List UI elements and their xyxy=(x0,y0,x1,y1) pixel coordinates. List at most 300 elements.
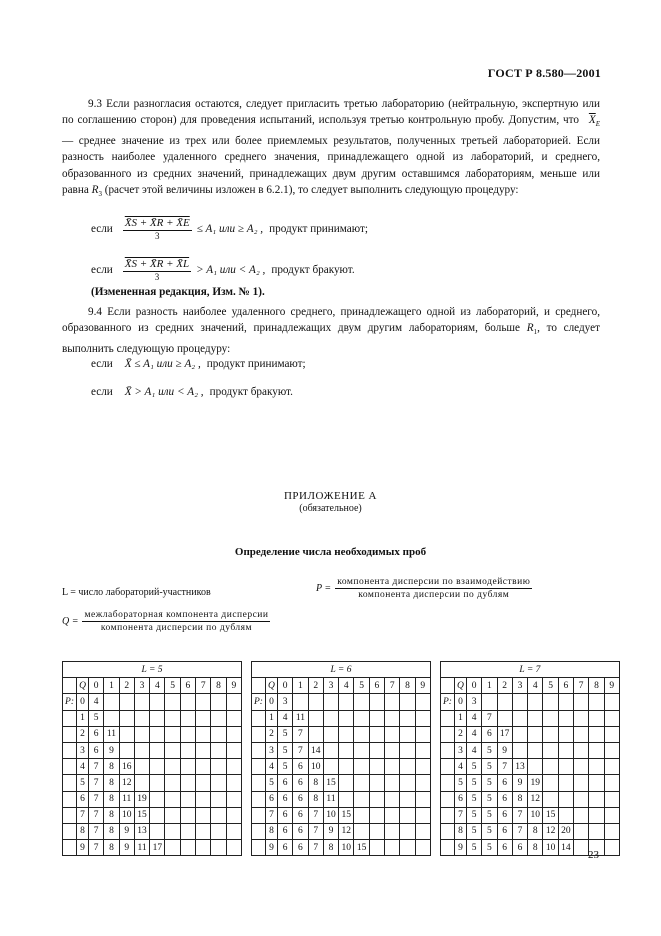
sample-count-cell: 6 xyxy=(497,807,512,823)
r3-subscript: 3 xyxy=(98,190,102,199)
sample-count-cell xyxy=(354,710,369,726)
p-label-empty xyxy=(440,775,454,791)
sample-count-cell: 8 xyxy=(104,840,119,856)
p-label-empty xyxy=(251,807,265,823)
sample-count-cell xyxy=(574,823,589,839)
sample-count-cell xyxy=(497,694,512,710)
q-header-6: 6 xyxy=(558,678,573,694)
sample-count-cell xyxy=(180,742,195,758)
q-header-5: 5 xyxy=(354,678,369,694)
sample-count-cell: 12 xyxy=(339,823,354,839)
sample-count-cell xyxy=(512,726,527,742)
sample-count-cell xyxy=(354,775,369,791)
sample-count-cell xyxy=(558,726,573,742)
table-row xyxy=(63,791,620,807)
sample-count-cell: 7 xyxy=(512,823,527,839)
block-title-l6: L = 6 xyxy=(251,662,430,678)
corner-cell xyxy=(251,678,265,694)
q-label: Q xyxy=(77,678,89,694)
sample-count-cell xyxy=(165,840,180,856)
sample-count-cell: 5 xyxy=(466,791,481,807)
p-label-empty xyxy=(440,840,454,856)
sample-count-cell xyxy=(400,775,415,791)
sample-count-cell xyxy=(165,726,180,742)
sample-count-cell xyxy=(415,759,430,775)
p-value: 6 xyxy=(265,791,277,807)
sample-count-cell: 9 xyxy=(512,775,527,791)
sample-count-cell xyxy=(323,726,338,742)
q-header-7: 7 xyxy=(196,678,211,694)
sample-count-cell: 9 xyxy=(497,742,512,758)
section-9-3-text3: (расчет этой величины изложен в 6.2.1), то следует выполнить следующую процедуру: xyxy=(101,184,519,197)
sample-count-cell xyxy=(400,759,415,775)
p-value: 0 xyxy=(454,694,466,710)
sample-count-cell xyxy=(369,694,384,710)
sample-count-cell xyxy=(323,759,338,775)
p-value: 2 xyxy=(265,726,277,742)
sample-count-cell xyxy=(415,791,430,807)
sample-count-cell xyxy=(354,694,369,710)
definition-p-numerator: компонента дисперсии по взаимодействию xyxy=(337,577,531,587)
p-label-empty xyxy=(251,791,265,807)
sample-count-cell: 5 xyxy=(482,742,497,758)
q-header-1: 1 xyxy=(104,678,119,694)
formula2-condition: > A₁ или < A₂ , xyxy=(196,264,266,276)
sample-count-cell xyxy=(323,710,338,726)
sample-count-cell xyxy=(339,742,354,758)
sample-count-cell: 11 xyxy=(134,840,149,856)
q-header-2: 2 xyxy=(497,678,512,694)
sample-count-cell xyxy=(385,710,400,726)
standard-header: ГОСТ Р 8.580—2001 xyxy=(487,66,601,80)
sample-count-cell: 3 xyxy=(277,694,292,710)
sample-count-cell: 7 xyxy=(89,791,104,807)
sample-count-cell xyxy=(226,823,241,839)
sample-count-cell xyxy=(180,775,195,791)
sample-count-cell xyxy=(385,807,400,823)
sample-count-cell: 6 xyxy=(497,791,512,807)
sample-count-cell xyxy=(385,823,400,839)
sample-count-cell xyxy=(339,759,354,775)
sample-count-cell: 5 xyxy=(482,791,497,807)
q-header-4: 4 xyxy=(339,678,354,694)
sample-count-cell xyxy=(150,759,165,775)
column-gap xyxy=(241,662,251,856)
sample-count-cell: 6 xyxy=(277,791,292,807)
sample-count-cell xyxy=(150,807,165,823)
p-value: 3 xyxy=(265,742,277,758)
sample-count-cell: 4 xyxy=(466,742,481,758)
sample-count-cell: 7 xyxy=(293,726,308,742)
sample-count-cell xyxy=(604,823,619,839)
section-9-4-text2: , то следует выполнить следующую процедуру: xyxy=(62,322,600,356)
sample-count-cell xyxy=(211,726,226,742)
sample-count-cell xyxy=(512,742,527,758)
sample-count-cell: 6 xyxy=(277,807,292,823)
p-label-empty xyxy=(251,775,265,791)
p-label-empty xyxy=(251,710,265,726)
q-header-8: 8 xyxy=(589,678,604,694)
sample-count-cell xyxy=(604,791,619,807)
sample-count-cell xyxy=(150,726,165,742)
sample-count-cell: 10 xyxy=(308,759,323,775)
sample-count-cell xyxy=(226,840,241,856)
sample-count-cell: 7 xyxy=(512,807,527,823)
formula2-numerator: X̄S + X̄R + X̄L xyxy=(124,258,190,270)
sample-count-cell xyxy=(150,791,165,807)
p-value: 6 xyxy=(454,791,466,807)
sample-count-cell: 13 xyxy=(134,823,149,839)
table-row xyxy=(63,726,620,742)
sample-count-cell: 20 xyxy=(558,823,573,839)
sample-count-cell: 7 xyxy=(308,840,323,856)
sample-count-cell: 10 xyxy=(543,840,558,856)
sample-count-cell: 11 xyxy=(119,791,134,807)
p-value: 8 xyxy=(77,823,89,839)
sample-count-cell: 7 xyxy=(497,759,512,775)
formula1-condition: ≤ A₁ или ≥ A₂ , xyxy=(196,223,264,235)
sample-count-cell: 5 xyxy=(466,775,481,791)
sample-count-cell xyxy=(558,807,573,823)
sample-count-cell xyxy=(354,726,369,742)
p-label: P: xyxy=(251,694,265,710)
sample-count-cell: 7 xyxy=(482,710,497,726)
appendix-title: ПРИЛОЖЕНИЕ А xyxy=(283,490,377,502)
sample-count-cell xyxy=(196,710,211,726)
p-value: 8 xyxy=(454,823,466,839)
sample-count-cell: 6 xyxy=(482,726,497,742)
sample-count-cell xyxy=(558,742,573,758)
p-label-empty xyxy=(251,823,265,839)
p-value: 7 xyxy=(265,807,277,823)
sample-count-cell xyxy=(415,726,430,742)
sample-count-cell xyxy=(211,807,226,823)
q-header-8: 8 xyxy=(211,678,226,694)
formula3-result: продукт принимают; xyxy=(206,358,306,370)
p-label-empty xyxy=(440,759,454,775)
sample-count-cell: 8 xyxy=(528,823,543,839)
sample-count-cell xyxy=(150,694,165,710)
sample-count-cell: 17 xyxy=(497,726,512,742)
section-9-4-text: 9.4 Если разность наиболее удаленного среднего, принадлежащего одной из лабораторий, и среднего, образованного из средних значений, принадлежащих двум другим лабораториям, больше xyxy=(62,306,600,335)
sample-count-cell: 19 xyxy=(528,775,543,791)
sample-count-cell: 10 xyxy=(119,807,134,823)
sample-count-cell: 4 xyxy=(466,726,481,742)
p-label-empty xyxy=(63,823,77,839)
formula4-expr: X̄ > A₁ или < A₂ , xyxy=(124,386,204,398)
table-row xyxy=(63,807,620,823)
sample-count-cell xyxy=(308,726,323,742)
sample-count-cell xyxy=(369,791,384,807)
formula1-result: продукт принимают; xyxy=(269,223,368,235)
block-title-l7: L = 7 xyxy=(440,662,619,678)
q-label: Q xyxy=(265,678,277,694)
sample-count-cell xyxy=(604,726,619,742)
sample-count-cell: 12 xyxy=(119,775,134,791)
p-label-empty xyxy=(440,791,454,807)
q-header-3: 3 xyxy=(512,678,527,694)
appendix-heading: Определение числа необходимых проб xyxy=(234,546,427,558)
sample-count-cell: 15 xyxy=(134,807,149,823)
sample-count-cell xyxy=(119,694,134,710)
sample-count-cell: 11 xyxy=(104,726,119,742)
p-value: 4 xyxy=(265,759,277,775)
sample-count-cell: 15 xyxy=(323,775,338,791)
sample-count-cell xyxy=(604,775,619,791)
sample-count-cell: 8 xyxy=(528,840,543,856)
sample-count-cell xyxy=(150,710,165,726)
sample-count-cell: 6 xyxy=(293,807,308,823)
sample-count-cell: 6 xyxy=(497,823,512,839)
p-value: 8 xyxy=(265,823,277,839)
section-9-3-text: 9.3 Если разногласия остаются, следует пригласить третью лабораторию (нейтральную, экспертную или по соглашению сторон) для проведения испытаний, используя третью контрольную пробу. Допустим, что xyxy=(62,98,600,127)
sample-count-cell xyxy=(180,759,195,775)
sample-count-cell: 10 xyxy=(528,807,543,823)
sample-count-cell xyxy=(354,742,369,758)
sample-count-cell: 6 xyxy=(497,840,512,856)
sample-count-cell xyxy=(385,791,400,807)
table-row xyxy=(63,694,620,710)
page-number: 23 xyxy=(588,849,599,861)
formula2-prefix: если xyxy=(91,264,113,276)
sample-count-cell xyxy=(574,694,589,710)
sample-count-cell: 8 xyxy=(308,775,323,791)
sample-count-cell xyxy=(604,807,619,823)
sample-count-cell xyxy=(589,823,604,839)
formula2-denominator: 3 xyxy=(154,272,160,282)
sample-count-cell xyxy=(369,840,384,856)
sample-count-cell xyxy=(385,840,400,856)
sample-count-cell: 4 xyxy=(277,710,292,726)
sample-count-cell: 7 xyxy=(89,807,104,823)
sample-count-table xyxy=(62,661,620,856)
sample-count-cell xyxy=(512,694,527,710)
r1-subscript: 1 xyxy=(533,328,538,337)
sample-count-cell xyxy=(528,742,543,758)
sample-count-cell xyxy=(226,759,241,775)
p-value: 9 xyxy=(454,840,466,856)
p-value: 5 xyxy=(265,775,277,791)
p-value: 4 xyxy=(77,759,89,775)
sample-count-cell xyxy=(339,710,354,726)
sample-count-cell xyxy=(543,791,558,807)
sample-count-cell xyxy=(543,726,558,742)
p-label-empty xyxy=(63,742,77,758)
definition-q-fraction xyxy=(82,610,270,633)
sample-count-cell: 11 xyxy=(323,791,338,807)
sample-count-cell xyxy=(150,742,165,758)
sample-count-cell: 15 xyxy=(354,840,369,856)
sample-count-cell xyxy=(226,742,241,758)
sample-count-cell xyxy=(226,775,241,791)
sample-count-cell xyxy=(196,791,211,807)
formula-reject-single xyxy=(91,386,293,398)
p-label-empty xyxy=(63,759,77,775)
p-value: 1 xyxy=(265,710,277,726)
sample-count-cell xyxy=(369,710,384,726)
sample-count-cell: 10 xyxy=(323,807,338,823)
sample-count-cell xyxy=(543,775,558,791)
sample-count-cell xyxy=(165,807,180,823)
p-value: 5 xyxy=(77,775,89,791)
sample-count-cell: 7 xyxy=(89,823,104,839)
table-row xyxy=(63,710,620,726)
sample-count-cell: 7 xyxy=(89,840,104,856)
sample-count-cell xyxy=(211,775,226,791)
sample-count-cell xyxy=(558,694,573,710)
section-9-3-text2: — среднее значение из трех или более приемлемых результатов, полученных третьей лабораторией. Если разность наиболее удаленного среднего значения, принадлежащего одной из лабораторий, и среднего, образованного из средних значений, принадлежащих двум другим оставшимся лабораториям, меньше или равна xyxy=(62,135,600,197)
sample-count-cell xyxy=(589,710,604,726)
formula3-prefix: если xyxy=(91,358,113,370)
q-header-7: 7 xyxy=(385,678,400,694)
sample-count-cell xyxy=(528,759,543,775)
sample-count-cell xyxy=(150,775,165,791)
sample-count-cell xyxy=(574,791,589,807)
sample-count-cell xyxy=(528,726,543,742)
p-label-empty xyxy=(251,759,265,775)
sample-count-cell: 6 xyxy=(277,823,292,839)
sample-count-cell xyxy=(308,710,323,726)
sample-count-cell xyxy=(180,823,195,839)
q-header-1: 1 xyxy=(482,678,497,694)
q-header-9: 9 xyxy=(415,678,430,694)
q-header-4: 4 xyxy=(528,678,543,694)
sample-count-cell: 8 xyxy=(512,791,527,807)
sample-count-cell xyxy=(369,759,384,775)
q-header-2: 2 xyxy=(308,678,323,694)
formula4-prefix: если xyxy=(91,386,113,398)
sample-count-cell xyxy=(293,694,308,710)
formula1-prefix: если xyxy=(91,223,113,235)
p-value: 5 xyxy=(454,775,466,791)
corner-cell xyxy=(63,678,77,694)
sample-count-cell xyxy=(211,823,226,839)
sample-count-cell xyxy=(385,775,400,791)
formula-accept-single xyxy=(91,358,306,370)
appendix-subtitle: (обязательное) xyxy=(299,503,362,514)
sample-count-cell: 4 xyxy=(89,694,104,710)
sample-count-cell: 12 xyxy=(543,823,558,839)
sample-count-cell xyxy=(196,807,211,823)
sample-count-cell: 16 xyxy=(119,759,134,775)
sample-count-cell xyxy=(369,775,384,791)
definition-q-denominator: компонента дисперсии по дублям xyxy=(100,623,253,633)
sample-count-cell xyxy=(354,791,369,807)
sample-count-cell xyxy=(497,710,512,726)
sample-count-cell: 14 xyxy=(558,840,573,856)
p-label-empty xyxy=(63,726,77,742)
sample-count-cell xyxy=(226,807,241,823)
sample-count-cell xyxy=(415,742,430,758)
sample-count-cell: 6 xyxy=(293,823,308,839)
p-label: P: xyxy=(63,694,77,710)
sample-count-cell xyxy=(574,742,589,758)
sample-count-cell: 7 xyxy=(308,807,323,823)
sample-count-cell xyxy=(308,694,323,710)
sample-count-cell: 6 xyxy=(293,775,308,791)
sample-count-cell xyxy=(604,694,619,710)
sample-count-cell: 6 xyxy=(89,742,104,758)
p-label-empty xyxy=(63,840,77,856)
sample-count-cell xyxy=(400,742,415,758)
sample-count-cell xyxy=(589,694,604,710)
sample-count-cell xyxy=(604,710,619,726)
sample-count-cell: 7 xyxy=(89,759,104,775)
sample-count-cell: 4 xyxy=(466,710,481,726)
sample-count-cell xyxy=(400,791,415,807)
sample-count-cell xyxy=(415,710,430,726)
sample-count-cell xyxy=(226,726,241,742)
column-gap xyxy=(430,662,440,856)
sample-count-cell: 5 xyxy=(466,807,481,823)
sample-count-cell xyxy=(400,823,415,839)
sample-count-cell xyxy=(134,775,149,791)
q-header-6: 6 xyxy=(369,678,384,694)
sample-count-cell: 13 xyxy=(512,759,527,775)
formula-accept-three xyxy=(91,217,368,241)
p-label-empty xyxy=(440,742,454,758)
sample-count-cell: 17 xyxy=(150,840,165,856)
sample-count-cell xyxy=(543,759,558,775)
q-header-2: 2 xyxy=(119,678,134,694)
formula-reject-three xyxy=(91,258,355,282)
amendment-note: (Измененная редакция, Изм. № 1). xyxy=(91,286,265,298)
definition-p-label: P = xyxy=(316,583,332,594)
sample-count-cell xyxy=(339,694,354,710)
sample-count-cell xyxy=(165,823,180,839)
p-value: 0 xyxy=(77,694,89,710)
p-label-empty xyxy=(63,791,77,807)
p-label-empty xyxy=(63,775,77,791)
sample-count-cell xyxy=(134,759,149,775)
formula1-numerator: X̄S + X̄R + X̄E xyxy=(124,217,190,229)
sample-count-cell xyxy=(134,694,149,710)
sample-count-cell: 9 xyxy=(119,840,134,856)
sample-count-cell: 5 xyxy=(277,742,292,758)
p-value: 9 xyxy=(265,840,277,856)
sample-count-cell xyxy=(385,726,400,742)
sample-count-cell xyxy=(134,710,149,726)
definition-l: L = число лабораторий-участников xyxy=(62,587,211,598)
sample-count-cell xyxy=(369,823,384,839)
p-value: 3 xyxy=(77,742,89,758)
sample-count-cell xyxy=(196,742,211,758)
sample-count-cell xyxy=(574,710,589,726)
sample-count-cell xyxy=(165,791,180,807)
sample-count-cell xyxy=(369,742,384,758)
p-value: 2 xyxy=(77,726,89,742)
sample-count-cell: 5 xyxy=(482,840,497,856)
sample-count-cell xyxy=(339,775,354,791)
q-header-0: 0 xyxy=(277,678,292,694)
sample-count-cell xyxy=(180,840,195,856)
sample-count-cell xyxy=(354,759,369,775)
table-row xyxy=(63,823,620,839)
definition-p-denominator: компонента дисперсии по дублям xyxy=(358,590,510,600)
sample-count-cell xyxy=(400,726,415,742)
sample-count-cell: 5 xyxy=(466,840,481,856)
sample-count-cell xyxy=(589,791,604,807)
sample-count-cell: 15 xyxy=(339,807,354,823)
sample-count-cell: 6 xyxy=(277,775,292,791)
table-row xyxy=(63,775,620,791)
sample-count-cell: 15 xyxy=(543,807,558,823)
sample-count-cell xyxy=(543,742,558,758)
p-label: P: xyxy=(440,694,454,710)
sample-count-cell xyxy=(415,807,430,823)
sample-count-cell xyxy=(415,823,430,839)
sample-count-cell: 6 xyxy=(512,840,527,856)
